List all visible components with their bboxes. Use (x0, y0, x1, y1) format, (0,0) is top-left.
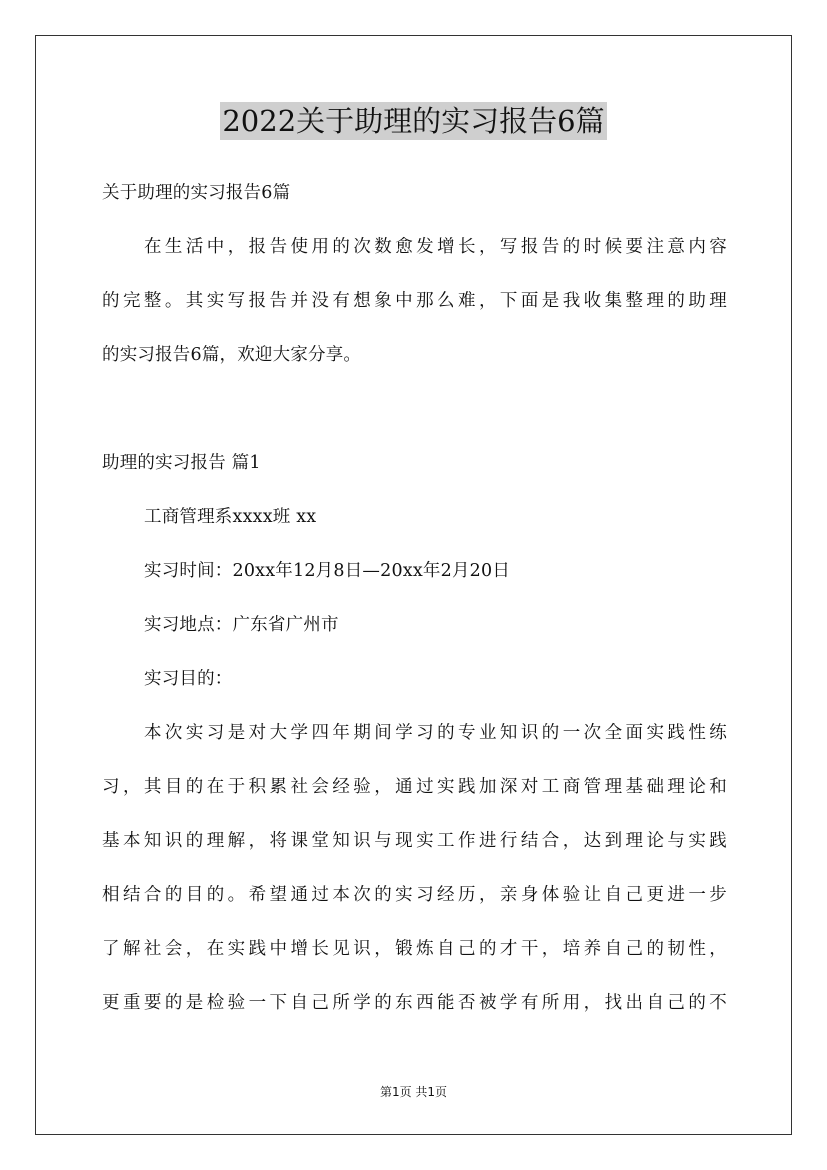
intro-line-2: 的完整。其实写报告并没有想象中那么难，下面是我收集整理的助理 (102, 291, 727, 311)
department-line: 工商管理系xxxx班 xx (144, 507, 317, 527)
purpose-line-6: 更重要的是检验一下自己所学的东西能否被学有所用，找出自己的不 (102, 993, 727, 1013)
internship-purpose-label: 实习目的： (144, 669, 233, 689)
purpose-line-1: 本次实习是对大学四年期间学习的专业知识的一次全面实践性练 (144, 723, 727, 743)
purpose-line-3: 基本知识的理解，将课堂知识与现实工作进行结合，达到理论与实践 (102, 831, 727, 851)
intro-line-3: 的实习报告6篇，欢迎大家分享。 (102, 345, 362, 365)
section-heading: 助理的实习报告 篇1 (102, 453, 261, 473)
purpose-line-2: 习，其目的在于积累社会经验，通过实践加深对工商管理基础理论和 (102, 777, 727, 797)
intro-line-1: 在生活中，报告使用的次数愈发增长，写报告的时候要注意内容 (144, 237, 727, 257)
subtitle: 关于助理的实习报告6篇 (102, 183, 291, 203)
document-title: 2022关于助理的实习报告6篇 (222, 104, 605, 138)
purpose-line-5: 了解社会，在实践中增长见识，锻炼自己的才干，培养自己的韧性， (102, 939, 727, 959)
title-container (0, 102, 827, 140)
internship-location: 实习地点：广东省广州市 (144, 615, 339, 635)
internship-time: 实习时间：20xx年12月8日—20xx年2月20日 (144, 561, 511, 581)
page-footer: 第1页 共1页 (379, 1085, 448, 1099)
purpose-line-4: 相结合的目的。希望通过本次的实习经历，亲身体验让自己更进一步 (102, 885, 727, 905)
